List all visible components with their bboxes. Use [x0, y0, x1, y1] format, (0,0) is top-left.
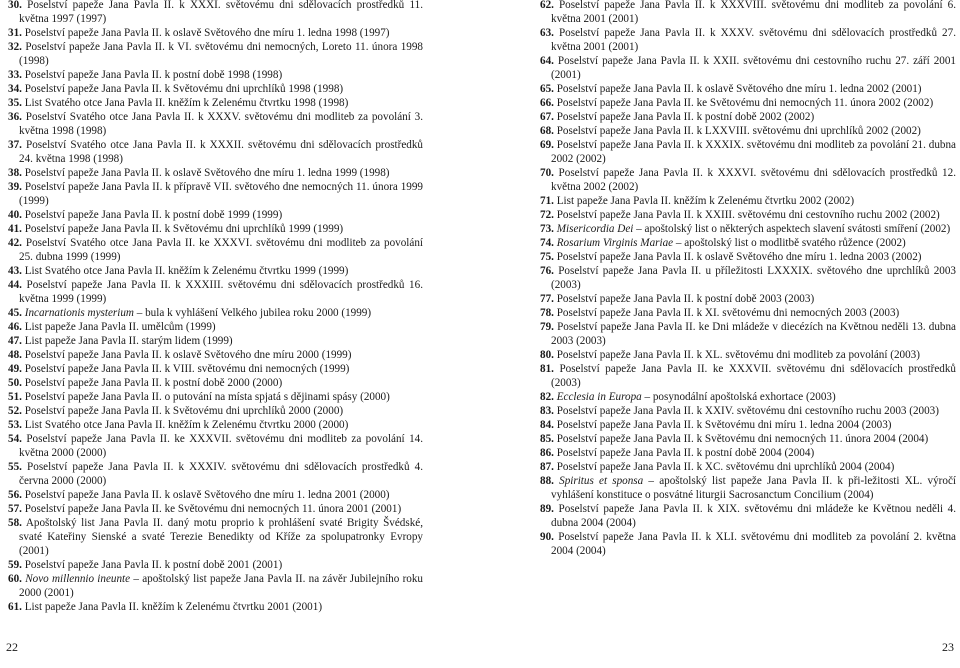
list-item: [540, 502, 956, 530]
list-item: [540, 404, 956, 418]
item-text: Poselství papeže Jana Pavla II. k přípravě VII. světového dne nemocných 11. února 1999 (1999): [19, 181, 423, 207]
item-number: 39.: [8, 181, 22, 193]
item-number: 59.: [8, 559, 22, 571]
list-item: [540, 96, 956, 110]
item-number: 35.: [8, 97, 22, 109]
list-item: [540, 250, 956, 264]
left-column: [8, 0, 423, 614]
item-text: Poselství papeže Jana Pavla II. k postní době 2002 (2002): [556, 111, 815, 123]
item-text: Poselství papeže Jana Pavla II. ke Světovému dni nemocných 11. února 2002 (2002): [556, 97, 934, 109]
item-number: 63.: [540, 27, 554, 39]
list-item: [8, 390, 423, 404]
item-text: – apoštolský list papeže Jana Pavla II. na závěr Jubilejního roku 2000 (2001): [19, 573, 423, 599]
item-number: 40.: [8, 209, 22, 221]
item-number: 69.: [540, 139, 554, 151]
list-item: [540, 320, 956, 348]
item-number: 41.: [8, 223, 22, 235]
list-item: [540, 194, 956, 208]
document-title: Rosarium Virginis Mariae: [556, 237, 674, 249]
item-number: 31.: [8, 27, 22, 39]
list-item: [8, 488, 423, 502]
item-text: Poselství papeže Jana Pavla II. k XXXVI. světovému dni sdělovacích prostředků 12. května 2002 (2002): [551, 167, 956, 193]
list-item: [8, 138, 423, 166]
list-item: [8, 110, 423, 138]
item-number: 83.: [540, 405, 554, 417]
list-item: [8, 460, 423, 488]
list-item: [8, 40, 423, 68]
list-item: [8, 376, 423, 390]
item-text: Poselství papeže Jana Pavla II. k XXXIX. světovému dni modliteb za povolání 21. dubna 2002 (2002): [551, 139, 956, 165]
item-number: 67.: [540, 111, 554, 123]
list-item: [8, 26, 423, 40]
list-item: [540, 26, 956, 54]
item-text: Poselství papeže Jana Pavla II. k XXXV. světovému dni sdělovacích prostředků 27. května 2001 (2001): [551, 27, 956, 53]
item-number: 81.: [540, 363, 554, 375]
item-number: 75.: [540, 251, 554, 263]
list-item: [8, 264, 423, 278]
list-item: [540, 306, 956, 320]
list-item: [540, 390, 956, 404]
item-text: Poselství papeže Jana Pavla II. k oslavě Světového dne míru 1. ledna 2003 (2002): [556, 251, 922, 263]
item-text: – bula k vyhlášení Velkého jubilea roku 2000 (1999): [133, 307, 372, 319]
list-item: [540, 460, 956, 474]
item-text: Poselství papeže Jana Pavla II. k oslavě Světového dne míru 1. ledna 1999 (1998): [24, 167, 390, 179]
item-text: Poselství papeže Jana Pavla II. k XIX. světovému dni mládeže ke Květnou neděli 4. dubna 2004 (2004): [551, 503, 957, 529]
item-number: 62.: [540, 0, 554, 11]
item-text: List papeže Jana Pavla II. kněžím k Zelenému čtvrtku 2002 (2002): [556, 195, 855, 207]
list-item: [540, 530, 956, 558]
item-text: Poselství papeže Jana Pavla II. k VI. světovému dni nemocných, Loreto 11. února 1998 (1998): [19, 41, 423, 67]
item-number: 73.: [540, 223, 554, 235]
list-item: [8, 334, 423, 348]
item-text: Poselství papeže Jana Pavla II. k oslavě Světového dne míru 1. ledna 2002 (2001): [556, 83, 922, 95]
item-text: – apoštolský list o modlitbě svatého růžence (2002): [673, 237, 906, 249]
item-number: 61.: [8, 601, 22, 613]
item-text: Poselství papeže Jana Pavla II. k postní době 1999 (1999): [24, 209, 283, 221]
list-item: [8, 558, 423, 572]
list-item: [540, 82, 956, 96]
list-item: [540, 166, 956, 194]
item-number: 68.: [540, 125, 554, 137]
list-item: [8, 180, 423, 208]
list-item: [540, 264, 956, 292]
list-item: [8, 502, 423, 516]
list-item: [540, 474, 956, 502]
list-item: [540, 292, 956, 306]
item-number: 38.: [8, 167, 22, 179]
list-item: [8, 362, 423, 376]
list-item: [540, 236, 956, 250]
list-item: [8, 0, 423, 26]
item-number: 90.: [540, 531, 554, 543]
item-text: Poselství papeže Jana Pavla II. k Světovému dni uprchlíků 1998 (1998): [24, 83, 344, 95]
item-text: Poselství papeže Jana Pavla II. k postní době 2000 (2000): [24, 377, 283, 389]
item-text: Poselství papeže Jana Pavla II. k XLI. světovému dni modliteb za povolání 2. května 2004 (2004): [551, 531, 956, 557]
item-number: 82.: [540, 391, 554, 403]
item-text: Poselství papeže Jana Pavla II. ke Světovému dni nemocných 11. února 2001 (2001): [24, 503, 402, 515]
item-number: 53.: [8, 419, 22, 431]
item-text: Poselství papeže Jana Pavla II. k oslavě Světového dne míru 1. ledna 2001 (2000): [24, 489, 390, 501]
item-text: Poselství papeže Jana Pavla II. k postní době 1998 (1998): [24, 69, 283, 81]
item-text: List Svatého otce Jana Pavla II. kněžím k Zelenému čtvrtku 1998 (1998): [24, 97, 349, 109]
item-number: 89.: [540, 503, 554, 515]
item-text: Poselství papeže Jana Pavla II. ke XXXVII. světovému dni modliteb za povolání 14. května 2000 (2000): [19, 433, 423, 459]
list-item: [540, 348, 956, 362]
item-text: List papeže Jana Pavla II. kněžím k Zelenému čtvrtku 2001 (2001): [24, 601, 323, 613]
item-text: – apoštolský list o některých aspektech slavení svátosti smíření (2002): [633, 223, 951, 235]
page-number-left: 22: [6, 640, 18, 654]
list-item: [540, 446, 956, 460]
item-text: Poselství papeže Jana Pavla II. k XI. světovému dni nemocných 2003 (2003): [556, 307, 900, 319]
item-text: – apoštolský list papeže Jana Pavla II. k při-ležitosti XL. výročí vyhlášení konstituce o posvátné liturgii Sacrosanctum Concilium (2004): [551, 475, 956, 501]
item-text: Poselství papeže Jana Pavla II. k Světovému dni uprchlíků 1999 (1999): [24, 223, 344, 235]
item-number: 46.: [8, 321, 22, 333]
item-text: Poselství Svatého otce Jana Pavla II. k XXXII. světovému dni sdělovacích prostředků 24. května 1998 (1998): [19, 139, 423, 165]
item-number: 79.: [540, 321, 554, 333]
list-item: [8, 348, 423, 362]
item-text: Poselství papeže Jana Pavla II. ke Dni mládeže v diecézích na Květnou neděli 13. dubna 2003 (2003): [551, 321, 956, 347]
list-item: [8, 278, 423, 306]
item-number: 78.: [540, 307, 554, 319]
item-number: 32.: [8, 41, 22, 53]
item-text: Poselství papeže Jana Pavla II. k XXII. světovému dni cestovního ruchu 27. září 2001 (2001): [551, 55, 956, 81]
item-number: 37.: [8, 139, 22, 151]
document-title: Novo millennio ineunte: [25, 573, 131, 585]
item-text: Poselství papeže Jana Pavla II. k XXXI. světovému dni sdělovacích prostředků 11. května 1997 (1997): [19, 0, 423, 25]
item-number: 77.: [540, 293, 554, 305]
item-number: 56.: [8, 489, 22, 501]
item-text: Poselství papeže Jana Pavla II. k XL. světovému dni modliteb za povolání (2003): [556, 349, 920, 361]
item-number: 52.: [8, 405, 22, 417]
item-number: 49.: [8, 363, 22, 375]
list-item: [8, 320, 423, 334]
item-number: 74.: [540, 237, 554, 249]
item-text: Poselství papeže Jana Pavla II. k oslavě Světového dne míru 2000 (1999): [24, 349, 352, 361]
item-text: Poselství papeže Jana Pavla II. k LXXVIII. světovému dni uprchlíků 2002 (2002): [556, 125, 921, 137]
document-title: Misericordia Dei: [556, 223, 634, 235]
item-text: Poselství papeže Jana Pavla II. k XXXIII. světovému dni sdělovacích prostředků 16. května 1999 (1999): [19, 279, 423, 305]
document-title: Incarnationis mysterium: [24, 307, 134, 319]
list-item: [8, 600, 423, 614]
item-number: 76.: [540, 265, 554, 277]
item-text: Apoštolský list Jana Pavla II. daný motu proprio k prohlášení svaté Brigity Švédské, svaté Kateřiny Sienské a svaté Terezie Benedikty od Kříže za spolupatronky Evropy (2001): [19, 517, 424, 557]
item-number: 71.: [540, 195, 554, 207]
list-item: [540, 208, 956, 222]
list-item: [8, 418, 423, 432]
list-item: [8, 68, 423, 82]
list-item: [8, 516, 423, 558]
item-number: 70.: [540, 167, 554, 179]
list-item: [8, 432, 423, 460]
list-item: [540, 222, 956, 236]
list-item: [8, 208, 423, 222]
item-number: 42.: [8, 237, 22, 249]
page-number-right: 23: [942, 640, 954, 654]
item-text: Poselství papeže Jana Pavla II. k oslavě Světového dne míru 1. ledna 1998 (1997): [24, 27, 390, 39]
list-item: [540, 0, 956, 26]
item-number: 57.: [8, 503, 22, 515]
item-number: 80.: [540, 349, 554, 361]
item-number: 51.: [8, 391, 22, 403]
item-number: 50.: [8, 377, 22, 389]
item-number: 72.: [540, 209, 554, 221]
list-item: [8, 222, 423, 236]
item-text: Poselství papeže Jana Pavla II. k postní době 2003 (2003): [556, 293, 815, 305]
list-item: [540, 54, 956, 82]
item-text: Poselství papeže Jana Pavla II. k XXIV. světovému dni cestovního ruchu 2003 (2003): [556, 405, 939, 417]
item-text: List Svatého otce Jana Pavla II. kněžím k Zelenému čtvrtku 1999 (1999): [24, 265, 349, 277]
item-text: Poselství papeže Jana Pavla II. k XXXVIII. světovému dni modliteb za povolání 6. května 2001 (2001): [551, 0, 956, 25]
list-item: [540, 362, 956, 390]
list-item: [8, 306, 423, 320]
item-text: Poselství papeže Jana Pavla II. ke XXXVII. světovému dni sdělovacích prostředků (2003): [551, 363, 956, 389]
item-number: 55.: [8, 461, 22, 473]
item-text: Poselství papeže Jana Pavla II. u příležitosti LXXXIX. světového dne uprchlíků 2003 (2003): [551, 265, 956, 291]
list-item: [540, 418, 956, 432]
item-number: 45.: [8, 307, 22, 319]
item-number: 84.: [540, 419, 554, 431]
item-text: List papeže Jana Pavla II. umělcům (1999): [24, 321, 216, 333]
list-item: [8, 96, 423, 110]
item-number: 85.: [540, 433, 554, 445]
item-number: 66.: [540, 97, 554, 109]
list-item: [540, 138, 956, 166]
list-item: [540, 432, 956, 446]
item-text: List papeže Jana Pavla II. starým lidem (1999): [24, 335, 233, 347]
item-text: Poselství papeže Jana Pavla II. k Světovému dni uprchlíků 2000 (2000): [24, 405, 344, 417]
item-number: 88.: [540, 475, 554, 487]
item-number: 30.: [8, 0, 22, 11]
item-number: 65.: [540, 83, 554, 95]
right-column: [540, 0, 956, 558]
item-number: 33.: [8, 69, 22, 81]
list-item: [8, 236, 423, 264]
item-number: 54.: [8, 433, 22, 445]
item-text: Poselství papeže Jana Pavla II. k postní době 2001 (2001): [24, 559, 283, 571]
item-text: Poselství Svatého otce Jana Pavla II. ke XXXVI. světovému dni modliteb za povolání 25. dubna 1999 (1999): [19, 237, 423, 263]
list-item: [540, 124, 956, 138]
item-text: Poselství papeže Jana Pavla II. k Světovému dni míru 1. ledna 2004 (2003): [556, 419, 892, 431]
item-number: 47.: [8, 335, 22, 347]
item-text: Poselství papeže Jana Pavla II. k Světovému dni nemocných 11. února 2004 (2004): [556, 433, 929, 445]
document-title: Ecclesia in Europa: [556, 391, 642, 403]
list-item: [8, 166, 423, 180]
item-number: 58.: [8, 517, 22, 529]
item-number: 34.: [8, 83, 22, 95]
list-item: [540, 110, 956, 124]
item-number: 43.: [8, 265, 22, 277]
document-title: Spiritus et sponsa: [559, 475, 644, 487]
item-text: List Svatého otce Jana Pavla II. kněžím k Zelenému čtvrtku 2000 (2000): [24, 419, 349, 431]
item-text: Poselství papeže Jana Pavla II. k VIII. světovému dni nemocných (1999): [24, 363, 350, 375]
item-number: 64.: [540, 55, 554, 67]
item-text: – posynodální apoštolská exhortace (2003): [641, 391, 836, 403]
item-number: 87.: [540, 461, 554, 473]
item-number: 36.: [8, 111, 22, 123]
item-text: Poselství papeže Jana Pavla II. o putování na místa spjatá s dějinami spásy (2000): [24, 391, 390, 403]
item-text: Poselství papeže Jana Pavla II. k XC. světovému dni uprchlíků 2004 (2004): [556, 461, 895, 473]
list-item: [8, 82, 423, 96]
item-number: 44.: [8, 279, 22, 291]
list-item: [8, 572, 423, 600]
item-text: Poselství papeže Jana Pavla II. k XXXIV. světovému dni sdělovacích prostředků 4. června 2000 (2000): [19, 461, 423, 487]
item-text: Poselství Svatého otce Jana Pavla II. k XXXV. světovému dni modliteb za povolání 3. května 1998 (1998): [19, 111, 423, 137]
item-number: 86.: [540, 447, 554, 459]
item-text: Poselství papeže Jana Pavla II. k postní době 2004 (2004): [556, 447, 815, 459]
item-number: 60.: [8, 573, 22, 585]
list-item: [8, 404, 423, 418]
item-number: 48.: [8, 349, 22, 361]
item-text: Poselství papeže Jana Pavla II. k XXIII. světovému dni cestovního ruchu 2002 (2002): [556, 209, 940, 221]
